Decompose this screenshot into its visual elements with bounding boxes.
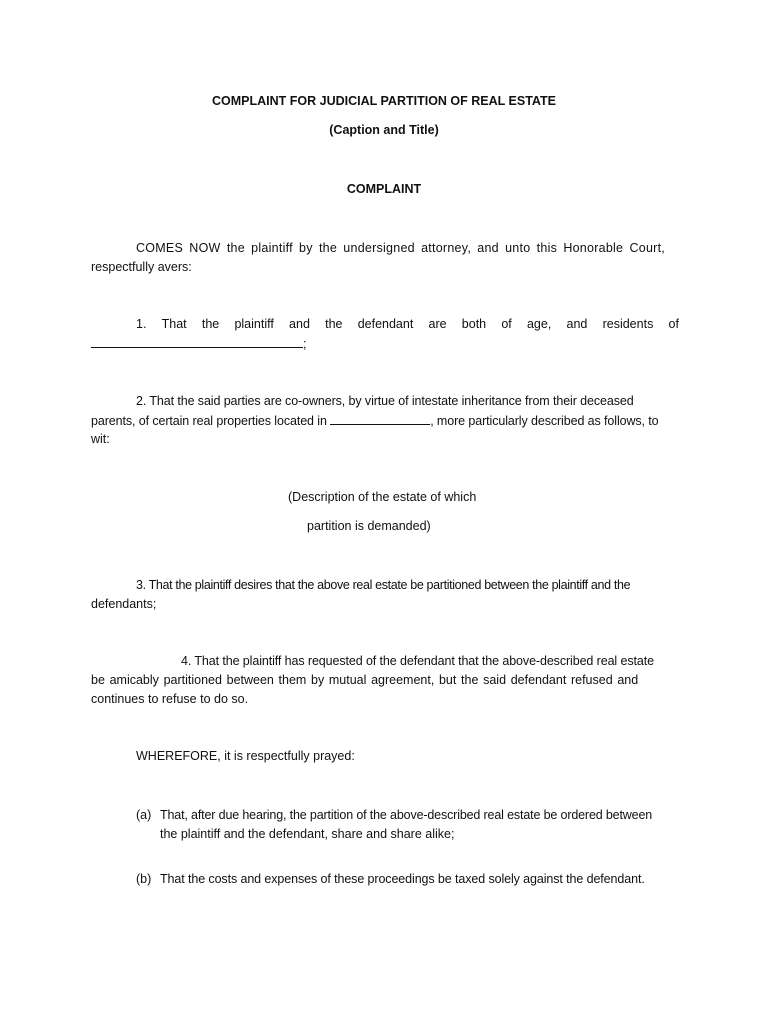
paragraph-1-word: plaintiff (234, 317, 274, 331)
paragraph-1-line-1 (136, 316, 679, 332)
document-subtitle: (Caption and Title) (329, 123, 439, 137)
complaint-heading: COMPLAINT (346, 182, 422, 196)
paragraph-1-line-2: ; (91, 335, 306, 352)
intro-line-2: respectfully avers: (91, 260, 192, 274)
paragraph-1-word: That (161, 317, 187, 331)
prayer-b-line-1: That the costs and expenses of these proceedings be taxed solely against the defendant. (160, 872, 645, 886)
paragraph-1-word: residents (602, 317, 654, 331)
paragraph-1-word: defendant (357, 317, 414, 331)
paragraph-1-word: of (668, 317, 679, 331)
paragraph-1-word: and (289, 317, 310, 331)
paragraph-1-word: both (461, 317, 487, 331)
location-blank (330, 412, 430, 425)
paragraph-1-word: of (501, 317, 512, 331)
paragraph-3-line-1: 3. That the plaintiff desires that the above real estate be partitioned between the plaintiff and the (136, 578, 631, 592)
paragraph-1-word: and (566, 317, 588, 331)
paragraph-1-word: 1. (136, 317, 147, 331)
prayer-a-line-1: That, after due hearing, the partition of the above-described real estate be ordered between (160, 808, 653, 822)
residence-blank (91, 335, 303, 348)
document-title: COMPLAINT FOR JUDICIAL PARTITION OF REAL ESTATE (212, 94, 556, 108)
intro-line-1: COMES NOW the plaintiff by the undersigned attorney, and unto this Honorable Court, (136, 241, 666, 255)
prayer-a-line-2: the plaintiff and the defendant, share and share alike; (160, 827, 455, 841)
paragraph-3-line-2: defendants; (91, 597, 157, 611)
paragraph-2-line-1: 2. That the said parties are co-owners, by virtue of intestate inheritance from their deceased (136, 394, 634, 408)
paragraph-2-line-2: parents, of certain real properties located in , more particularly described as follows, to (91, 414, 659, 428)
prayer-a-marker: (a) (136, 808, 152, 822)
paragraph-1-word: the (201, 317, 220, 331)
paragraph-4-line-1: 4. That the plaintiff has requested of the defendant that the above-described real estate (181, 654, 654, 668)
prayer-intro: WHEREFORE, it is respectfully prayed: (136, 749, 355, 763)
paragraph-2-line-3: wit: (91, 432, 110, 446)
description-line-1: (Description of the estate of which (288, 490, 477, 504)
prayer-b-marker: (b) (136, 872, 152, 886)
paragraph-1-word: age, (526, 317, 552, 331)
paragraph-4-line-2: be amicably partitioned between them by mutual agreement, but the said defendant refused and (91, 673, 639, 687)
paragraph-1-word: the (325, 317, 343, 331)
description-line-2: partition is demanded) (307, 519, 431, 533)
paragraph-1-word: are (428, 317, 447, 331)
paragraph-4-line-3: continues to refuse to do so. (91, 692, 249, 706)
